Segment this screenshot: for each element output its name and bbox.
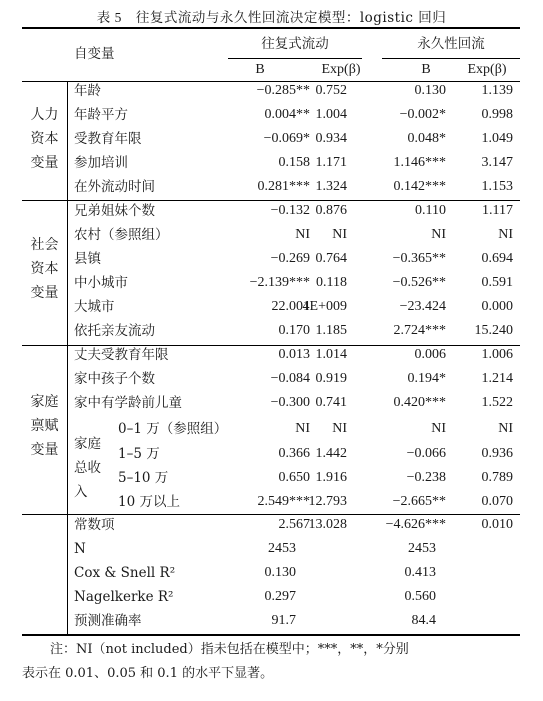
cell-return-exp: 1.117 [482,203,513,218]
cell-return-b: NI [431,227,446,242]
cell-return-b: −0.238 [406,470,446,485]
cell-recip-exp: 0.919 [315,371,347,386]
cell-recip-exp: 1.014 [315,347,347,362]
cell-recip-b: −2.139*** [249,275,310,290]
row-label: Cox & Snell R² [74,565,176,581]
row-label: 农村（参照组） [74,227,169,243]
cell-return-b: 2453 [408,541,436,556]
row-label: 家中有学龄前儿童 [74,395,182,411]
cell-return-exp: 0.070 [481,494,513,509]
row-label: 丈夫受教育年限 [74,347,169,363]
group2-underline [382,58,520,59]
cell-recip-b: 0.281*** [257,179,310,194]
cell-recip-b: 22.001 [271,299,310,314]
cell-recip-exp: 0.934 [315,131,347,146]
cell-recip-b: −0.132 [270,203,310,218]
cell-recip-exp: 13.028 [308,517,347,532]
cell-recip-b: 0.297 [264,589,296,604]
group1-exp-header: Exp(β) [321,62,361,77]
group2-b-header: B [421,62,431,77]
cell-return-b: −0.526** [392,275,446,290]
cell-recip-b: 2453 [268,541,296,556]
group1-header: 往复式流动 [261,36,329,52]
cell-recip-b: 0.366 [278,446,310,461]
cell-return-exp: NI [498,421,513,436]
cell-recip-b: −0.084 [270,371,310,386]
cell-recip-b: 0.158 [278,155,310,170]
cell-recip-b: 0.013 [278,347,310,362]
cell-return-b: NI [431,421,446,436]
cell-recip-b: 2.549*** [257,494,310,509]
row-label: 年龄 [74,83,101,99]
cell-recip-exp: 1.185 [315,323,347,338]
cell-recip-b: −0.269 [270,251,310,266]
row-label: 5–10 万 [118,470,169,486]
cell-return-exp: 0.591 [481,275,513,290]
cell-return-exp: 1.006 [481,347,513,362]
table-number: 表 5 [96,10,122,25]
row-label: 参加培训 [74,155,128,171]
cell-return-exp: 1.139 [481,83,513,98]
row-label: 在外流动时间 [74,179,155,195]
cell-return-b: 2.724*** [393,323,446,338]
row-label: Nagelkerke R² [74,589,174,605]
cell-return-b: 0.194* [407,371,446,386]
group2-header: 永久性回流 [417,36,485,52]
group-label-human-capital: 人力 资本 变量 [30,107,59,171]
cell-return-b: −4.626*** [385,517,446,532]
row-label: 预测准确率 [74,613,142,629]
cell-return-b: −0.066 [406,446,446,461]
row-label: 依托亲友流动 [74,323,155,339]
cell-recip-exp: 1.916 [315,470,347,485]
cell-return-exp: 1.522 [481,395,513,410]
cell-return-exp: 0.000 [481,299,513,314]
group-column-divider [67,81,68,634]
cell-return-exp: 1.153 [481,179,513,194]
bottom-rule [22,634,520,636]
cell-recip-exp: 1.171 [315,155,347,170]
top-rule [22,27,520,29]
group-label-family-endowment: 家庭 禀赋 变量 [30,394,59,458]
cell-recip-b: 2.567 [278,517,310,532]
cell-return-b: −23.424 [399,299,446,314]
cell-return-b: 84.4 [411,613,436,628]
row-label: 常数项 [74,517,115,533]
note-line-1: 注：NI（not included）指未包括在模型中；***，**，*分别 [50,642,409,657]
cell-recip-b: 0.004** [264,107,310,122]
row-label: 1–5 万 [118,446,160,462]
cell-recip-b: −0.300 [270,395,310,410]
cell-return-exp: 1.049 [481,131,513,146]
cell-return-b: 0.560 [404,589,436,604]
cell-recip-exp: 0.764 [315,251,347,266]
row-label: 兄弟姐妹个数 [74,203,155,219]
section-rule-1 [22,200,520,201]
cell-recip-exp: NI [332,227,347,242]
cell-return-exp: 0.010 [481,517,513,532]
cell-return-b: 0.110 [415,203,446,218]
cell-recip-exp: 0.752 [315,83,347,98]
table-title-text: 往复式流动与永久性回流决定模型：logistic 回归 [135,10,447,26]
row-label: 家中孩子个数 [74,371,155,387]
cell-return-exp: 3.147 [481,155,513,170]
cell-return-exp: 1.214 [481,371,513,386]
table-note [22,638,522,686]
cell-return-exp: 0.998 [481,107,513,122]
cell-recip-exp: 0.118 [316,275,347,290]
group1-b-header: B [255,62,265,77]
cell-return-b: −0.365** [392,251,446,266]
cell-recip-exp: 4E+009 [302,299,347,314]
cell-recip-exp: 1.324 [315,179,347,194]
cell-recip-b: NI [295,227,310,242]
group1-underline [228,58,362,59]
cell-recip-b: −0.285** [256,83,310,98]
row-label: N [74,541,86,557]
cell-recip-exp: 1.004 [315,107,347,122]
group-label-social-capital: 社会 资本 变量 [30,237,59,301]
cell-recip-b: NI [295,421,310,436]
cell-return-b: 0.142*** [393,179,446,194]
cell-recip-b: 91.7 [271,613,296,628]
row-label: 0–1 万（参照组） [118,421,228,437]
cell-return-exp: 0.789 [481,470,513,485]
cell-recip-b: 0.130 [264,565,296,580]
group2-exp-header: Exp(β) [467,62,507,77]
cell-return-b: 0.130 [414,83,446,98]
row-label: 县镇 [74,251,101,267]
cell-recip-b: 0.650 [278,470,310,485]
table-title [0,6,543,26]
cell-return-exp: 0.694 [481,251,513,266]
row-label: 中小城市 [74,275,128,291]
independent-var-header: 自变量 [74,46,115,62]
cell-return-exp: 15.240 [474,323,513,338]
cell-recip-b: 0.170 [278,323,310,338]
note-line-2: 表示在 0.01、0.05 和 0.1 的水平下显著。 [22,666,274,681]
row-label: 年龄平方 [74,107,128,123]
cell-return-b: 0.420*** [393,395,446,410]
cell-recip-exp: 0.741 [315,395,347,410]
cell-return-exp: NI [498,227,513,242]
cell-recip-exp: NI [332,421,347,436]
cell-return-b: 0.048* [407,131,446,146]
cell-return-b: −2.665** [392,494,446,509]
cell-recip-exp: 12.793 [308,494,347,509]
section-rule-3 [22,514,520,515]
row-label: 受教育年限 [74,131,142,147]
income-label: 家庭 总收 入 [74,436,101,500]
row-label: 10 万以上 [118,494,180,510]
cell-recip-b: −0.069* [263,131,310,146]
cell-return-b: −0.002* [399,107,446,122]
cell-return-b: 0.006 [414,347,446,362]
cell-return-exp: 0.936 [481,446,513,461]
cell-recip-exp: 0.876 [315,203,347,218]
cell-recip-exp: 1.442 [315,446,347,461]
row-label: 大城市 [74,299,115,315]
cell-return-b: 1.146*** [393,155,446,170]
cell-return-b: 0.413 [404,565,436,580]
